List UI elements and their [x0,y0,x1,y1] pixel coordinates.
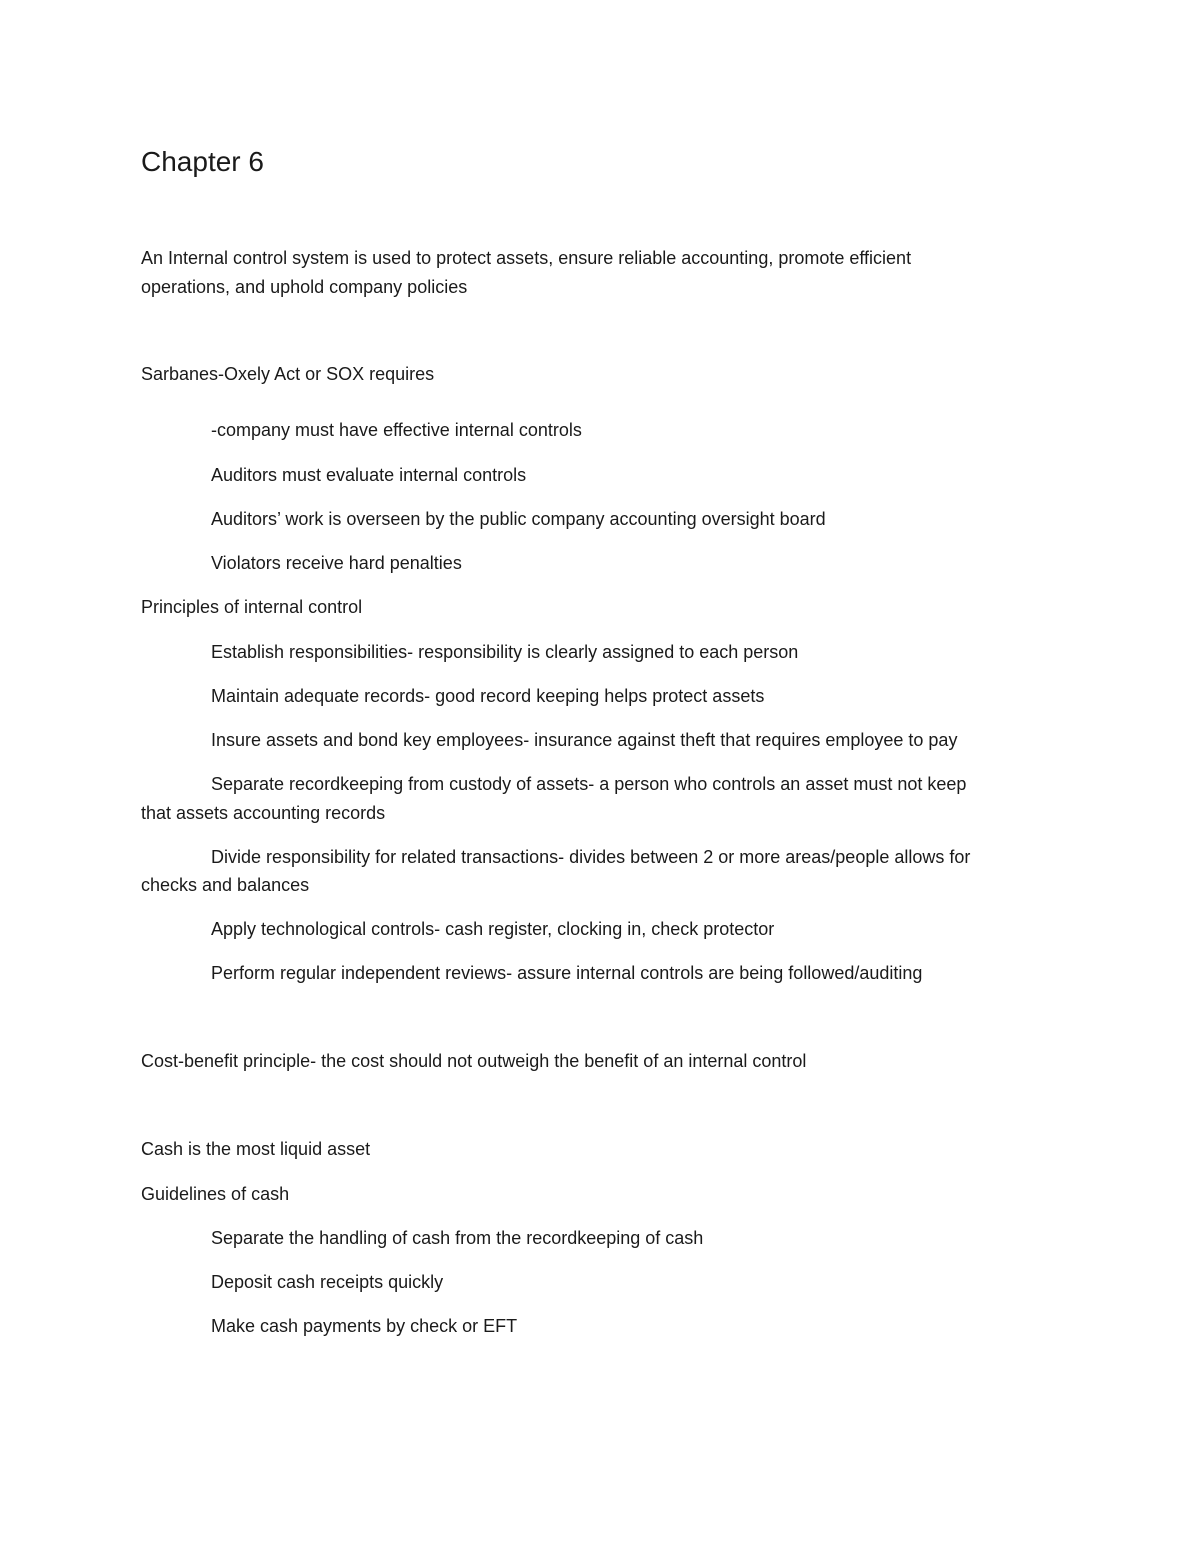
principles-heading: Principles of internal control [141,597,363,617]
principle-item: Establish responsibilities- responsibility is clearly assigned to each person [211,642,799,662]
intro-line-1: An Internal control system is used to protect assets, ensure reliable accounting, promote efficient [141,248,912,268]
sox-item: Violators receive hard penalties [211,553,462,573]
sox-item: Auditors must evaluate internal controls [211,465,527,485]
principle-item: Maintain adequate records- good record keeping helps protect assets [211,686,765,706]
sox-item: -company must have effective internal controls [211,420,582,440]
principle-item: Insure assets and bond key employees- insurance against theft that requires employee to pay [211,730,958,750]
sox-item: Auditors’ work is overseen by the public company accounting oversight board [211,509,826,529]
principle-separate-line-2: that assets accounting records [141,803,386,823]
cash-guideline-item: Make cash payments by check or EFT [211,1316,518,1336]
principle-divide-line-1: Divide responsibility for related transactions- divides between 2 or more areas/people allows for [211,847,971,867]
cash-guideline-item: Separate the handling of cash from the recordkeeping of cash [211,1228,704,1248]
intro-line-2: operations, and uphold company policies [141,277,468,297]
principle-item: Perform regular independent reviews- assure internal controls are being followed/auditing [211,963,923,983]
principle-divide-line-2: checks and balances [141,875,310,895]
cash-guidelines-heading: Guidelines of cash [141,1184,290,1204]
cash-liquid-statement: Cash is the most liquid asset [141,1139,371,1159]
principle-item: Apply technological controls- cash register, clocking in, check protector [211,919,775,939]
cash-guideline-item: Deposit cash receipts quickly [211,1272,444,1292]
page-title: Chapter 6 [141,146,264,177]
cost-benefit-principle: Cost-benefit principle- the cost should not outweigh the benefit of an internal control [141,1051,807,1071]
sox-heading: Sarbanes-Oxely Act or SOX requires [141,364,435,384]
principle-separate-line-1: Separate recordkeeping from custody of assets- a person who controls an asset must not keep [211,774,967,794]
